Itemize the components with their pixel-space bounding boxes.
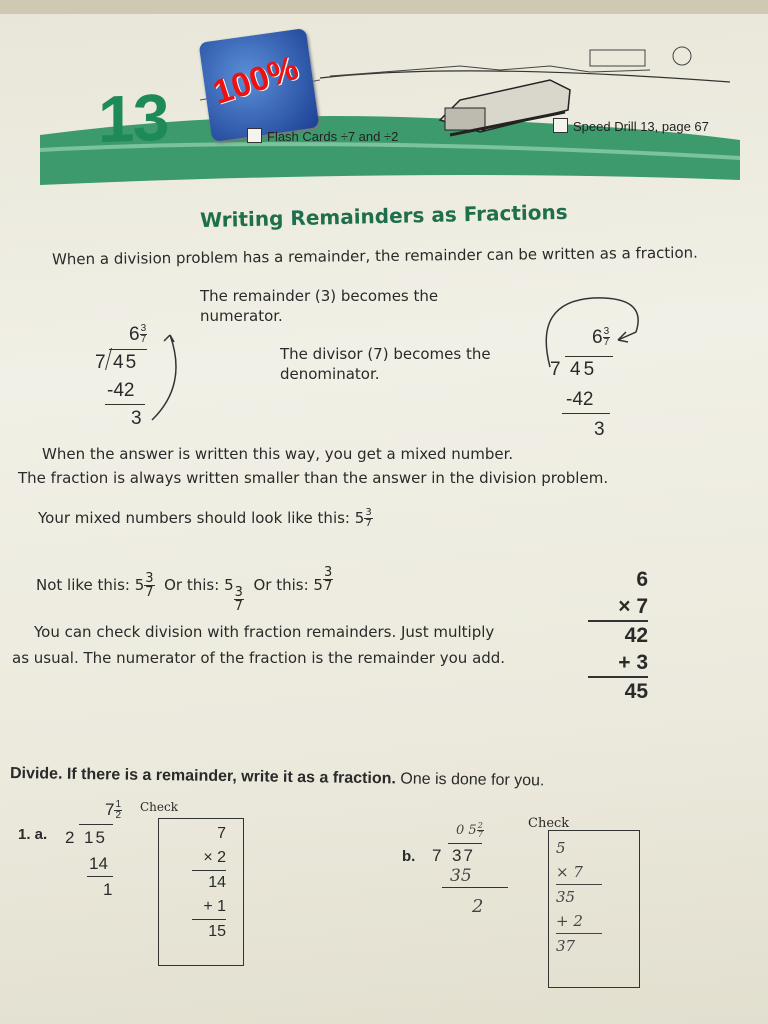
look-like-whole: 5 (354, 509, 365, 527)
bad-example-1-den: 7 (145, 585, 154, 600)
speed-drill-label: Speed Drill 13, page 67 (573, 119, 709, 134)
problem-1a-division (65, 800, 145, 900)
lesson-title: Writing Remainders as Fractions (199, 199, 568, 233)
check-work-column (588, 566, 648, 705)
problem-1b-label: b. (402, 848, 416, 865)
look-like-text: Your mixed numbers should look like this: (38, 509, 350, 527)
quotient-whole-right: 6 (592, 327, 603, 348)
look-like-num: 3 (365, 507, 372, 518)
example-remainder-right: 3 (594, 419, 605, 440)
check-a-line-4: + 1 (203, 898, 226, 915)
flash-cards-item[interactable] (247, 128, 398, 144)
p1a-num: 1 (115, 799, 122, 811)
problem-1b-dividend: 37 (452, 846, 475, 865)
left-arrow (140, 325, 190, 425)
bad-example-2-den: 7 (234, 599, 243, 614)
check-b-line-4: + 2 (556, 912, 583, 930)
bad-example-3-den: 7 (323, 579, 333, 594)
numerator-note-line-1: The remainder (3) becomes the (200, 287, 439, 305)
check-a-line-5: 15 (192, 919, 226, 944)
problem-1a-remainder: 1 (103, 880, 113, 899)
problem-1b-divisor: 7 (432, 846, 442, 865)
p1b-answer (456, 822, 484, 839)
problem-1a-divisor: 2 (65, 828, 75, 847)
speed-drill-checkbox[interactable] (553, 118, 568, 133)
not-like-text: Not like this: (36, 576, 130, 594)
p1a-den: 2 (115, 810, 122, 822)
check-box-a-work (192, 822, 226, 944)
example-dividend-right: 45 (570, 359, 598, 380)
100-percent-badge (199, 28, 320, 142)
denominator-note-line-2: denominator. (280, 365, 380, 384)
problem-1a-dividend: 15 (84, 828, 107, 847)
mixed-line-2: The fraction is always written smaller than the answer in the division problem. (18, 469, 609, 487)
denominator-note-line-1: The divisor (7) becomes the (280, 345, 491, 363)
bad-example-1-whole: 5 (134, 576, 145, 594)
bad-example-3-whole: 5 (313, 576, 323, 594)
not-like-line (36, 566, 333, 613)
problem-1a-label: 1. a. (18, 826, 48, 843)
check-multiplier: × 7 (618, 595, 648, 618)
instruction-rest: One is done for you. (400, 770, 545, 790)
right-arrow (538, 292, 650, 372)
check-factor: 6 (636, 568, 648, 591)
example-subtract-right: -42 (566, 389, 594, 410)
p1b-subtract: 35 (450, 866, 472, 886)
look-like-line (38, 508, 373, 529)
check-a-line-2: × 2 (203, 849, 226, 866)
check-box-b-work (556, 836, 602, 958)
quotient-num: 3 (140, 323, 147, 335)
bad-example-2-whole: 5 (224, 576, 234, 594)
intro-text: When a division problem has a remainder, the remainder can be written as a fraction. (51, 243, 698, 269)
p1b-den: 7 (477, 830, 483, 839)
check-a-line-3: 14 (192, 870, 226, 895)
flash-cards-checkbox[interactable] (247, 128, 262, 143)
quotient-whole: 6 (129, 324, 140, 345)
check-b-line-1: 5 (556, 839, 566, 857)
example-divisor: 7 (95, 352, 106, 373)
house-sketch (590, 50, 645, 66)
example-remainder: 3 (131, 408, 142, 429)
example-subtract: -42 (107, 380, 135, 401)
check-b-line-5: 37 (556, 933, 602, 958)
check-note-line-1: You can check division with fraction remainders. Just multiply (34, 623, 495, 641)
example-divisor-right: 7 (550, 359, 561, 380)
check-note-line-2: as usual. The numerator of the fraction is the remainder you add. (12, 649, 506, 667)
or-this-2: Or this: (253, 576, 309, 594)
quotient-den: 7 (140, 334, 147, 346)
check-b-line-3: 35 (556, 884, 602, 909)
or-this-1: Or this: (164, 576, 220, 594)
lesson-number: 13 (98, 79, 168, 157)
p1b-answer-text: 0 5 (456, 823, 477, 838)
flash-cards-label: Flash Cards ÷7 and ÷2 (267, 129, 399, 144)
page-edge (0, 0, 768, 14)
mixed-line-1: When the answer is written this way, you get a mixed number. (42, 445, 514, 463)
check-product: 42 (588, 620, 648, 649)
check-a-line-1: 7 (217, 825, 226, 842)
check-plus-remainder: + 3 (618, 651, 648, 674)
numerator-note (200, 286, 438, 327)
problem-1b-division[interactable] (430, 822, 520, 922)
tree-sketch (673, 47, 691, 65)
badge-text: 100% (208, 48, 303, 112)
quotient-den-right: 7 (603, 337, 610, 349)
p1b-num: 2 (477, 821, 483, 830)
instruction-bold: Divide. If there is a remainder, write it as a fraction. (9, 765, 397, 788)
check-label-b: Check (528, 816, 570, 831)
bad-example-3-num: 3 (323, 565, 333, 580)
bad-example-1-num: 3 (145, 571, 154, 586)
quotient-num-right: 3 (603, 326, 610, 338)
p1b-remainder: 2 (472, 896, 484, 917)
look-like-den: 7 (365, 518, 372, 529)
bad-example-2-num: 3 (234, 585, 243, 600)
check-label-a: Check (140, 800, 179, 814)
check-b-line-2: × 7 (556, 863, 583, 881)
numerator-note-line-2: numerator. (200, 307, 283, 326)
exercise-instruction (10, 765, 545, 790)
check-total: 45 (588, 676, 648, 705)
denominator-note (280, 344, 491, 385)
p1a-whole: 7 (105, 800, 115, 819)
problem-1a-quotient (105, 800, 122, 821)
example-dividend: 45 (113, 352, 139, 373)
speed-drill-item[interactable] (553, 118, 709, 134)
problem-1a-subtract: 14 (89, 854, 108, 873)
